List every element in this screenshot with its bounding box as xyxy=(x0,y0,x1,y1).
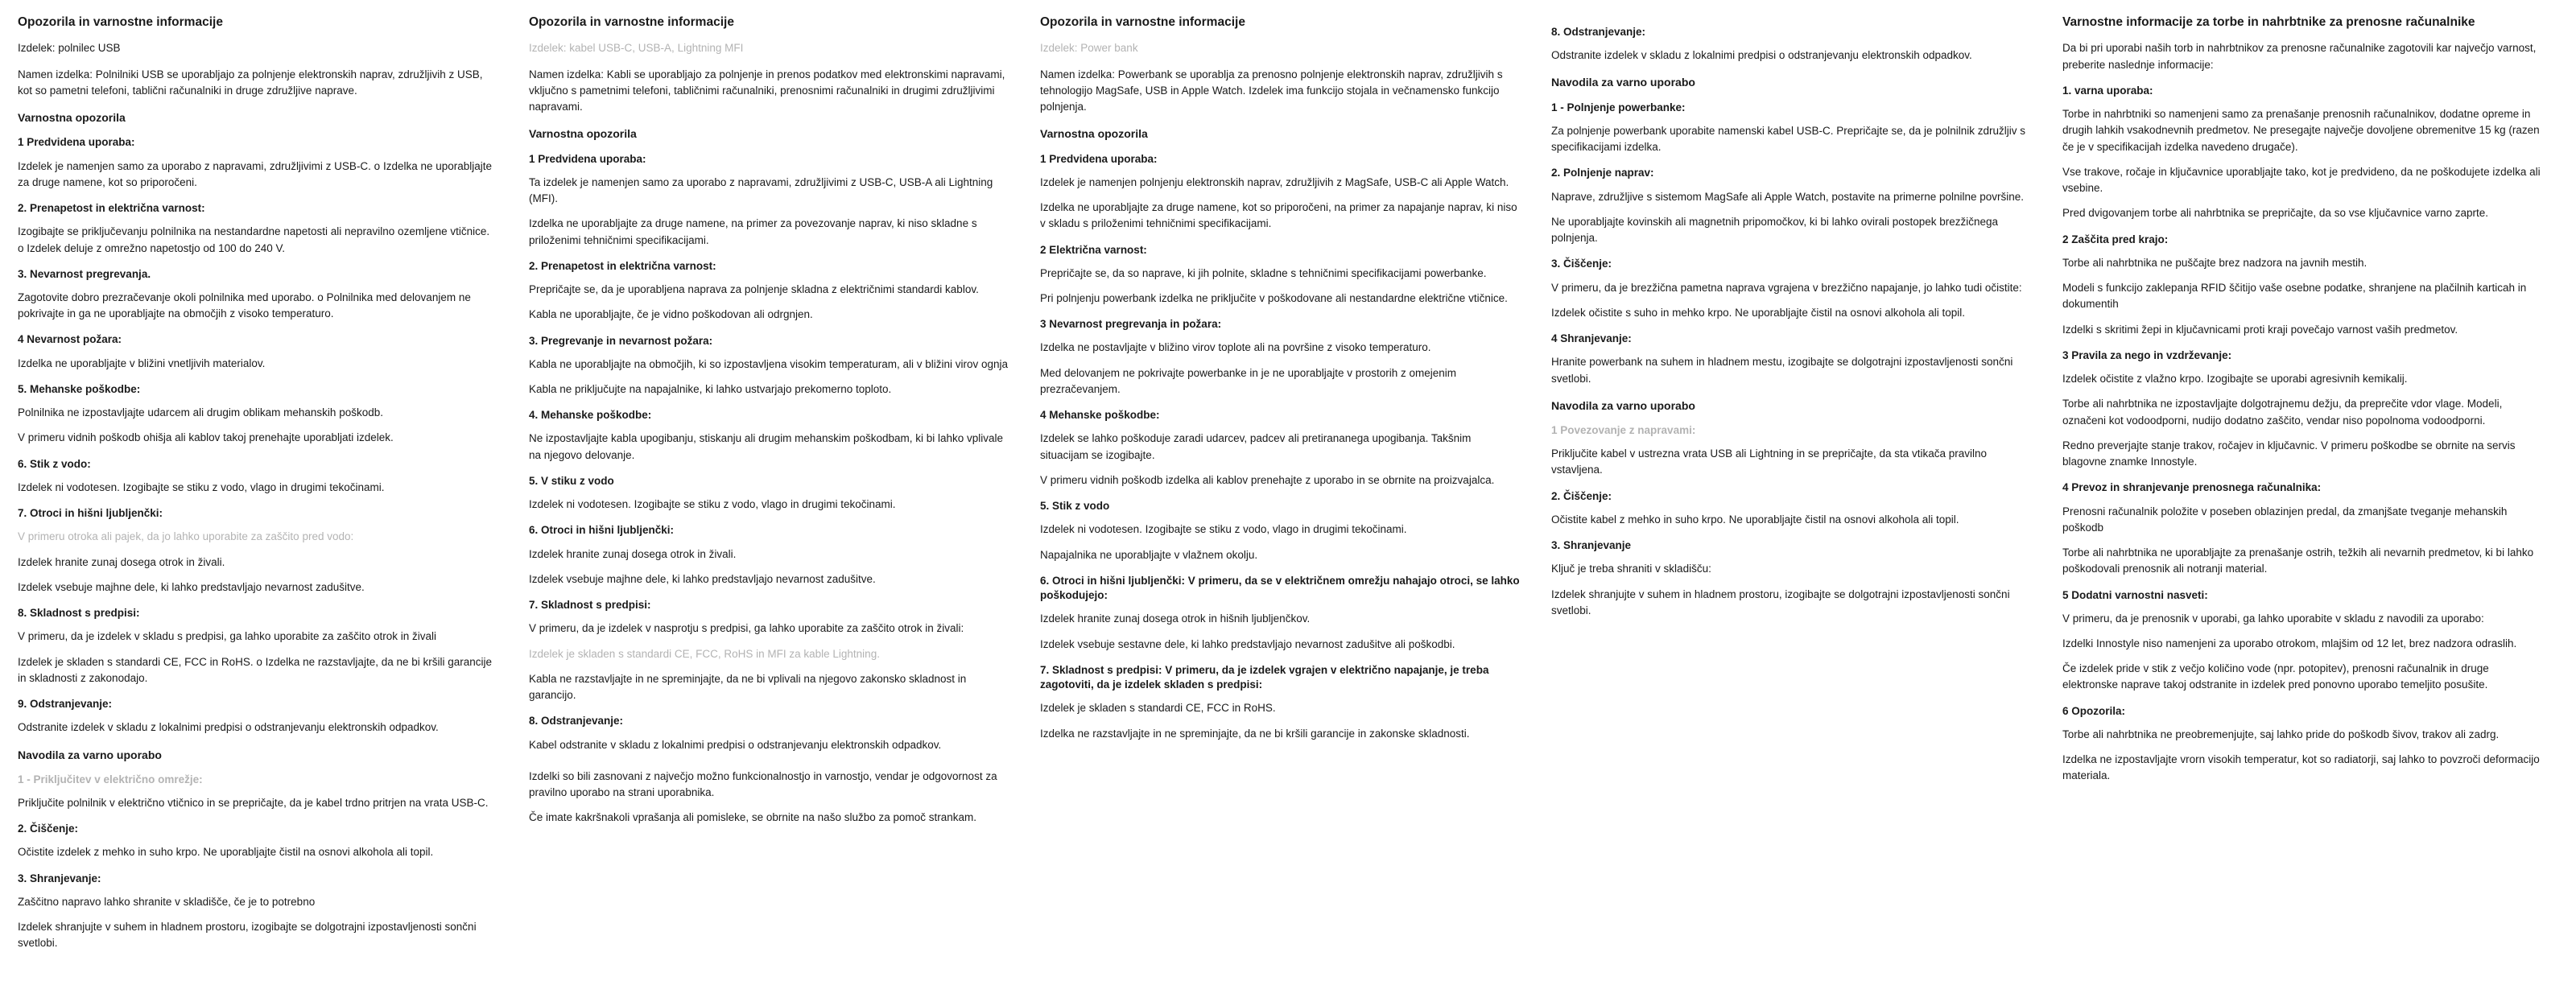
paragraph: Izdelki so bili zasnovani z največjo možno funkcionalnostjo in varnostjo, vendar je odgovornost za pravilno uporabo na strani uporabnika. xyxy=(529,769,997,799)
subsection-heading: 8. Skladnost s predpisi: xyxy=(18,607,140,620)
paragraph: Izdelek hranite zunaj dosega otrok in živali. xyxy=(18,555,225,568)
paragraph: Izdelek očistite s suho in mehko krpo. Ne uporabljajte čistil na osnovi alkohola ali topil. xyxy=(1551,306,1966,319)
paragraph: Izdelek shranjujte v suhem in hladnem prostoru, izogibajte se dolgotrajni izpostavljenosti sončni svetlobi. xyxy=(1551,588,2010,616)
paragraph: Priključite kabel v ustrezna vrata USB ali Lightning in se prepričajte, da sta vtikača pravilno vstavljena. xyxy=(1551,447,1988,476)
paragraph: Izdelki Innostyle niso namenjeni za uporabo otrokom, mlajšim od 12 let, brez nadzora odraslih. xyxy=(2062,637,2517,649)
subsection-heading: 2. Polnjenje naprav: xyxy=(1551,167,1654,179)
paragraph: Izogibajte se priključevanju polnilnika na nestandardne napetosti ali nepravilno ozemljene vtičnice. o Izdelek deluje z omrežno napetostjo od 100 do 240 V. xyxy=(18,225,490,254)
subsection-heading: 8. Odstranjevanje: xyxy=(1551,26,1646,38)
paragraph: Izdelek se lahko poškoduje zaradi udarcev, padcev ali pretirananega upogibanja. Takšnim situacijam se izogibajte. xyxy=(1040,432,1472,461)
paragraph: Izdelek je skladen s standardi CE, FCC, RoHS in MFI za kable Lightning. xyxy=(529,647,880,660)
paragraph: Namen izdelka: Powerbank se uporablja za prenosno polnjenje elektronskih naprav, združljivih s tehnologijo MagSafe, USB in Apple Watch. Izdelek ima funkcijo stojala in večnamensko funkcijo polnjenja. xyxy=(1040,68,1503,113)
paragraph: Prepričajte se, da so naprave, ki jih polnite, skladne s tehničnimi specifikacijami powerbanke. xyxy=(1040,266,1487,279)
paragraph: Odstranite izdelek v skladu z lokalnimi predpisi o odstranjevanju elektronskih odpadkov. xyxy=(18,721,439,734)
subsection-heading: 1 Povezovanje z napravami: xyxy=(1551,423,1696,436)
paragraph: Izdelek je skladen s standardi CE, FCC in RoHS. xyxy=(1040,702,1276,715)
paragraph: Izdelek ni vodotesen. Izogibajte se stiku z vodo, vlago in drugimi tekočinami. xyxy=(529,498,896,511)
paragraph: Očistite izdelek z mehko in suho krpo. Ne uporabljajte čistil na osnovi alkohola ali topil. xyxy=(18,846,434,859)
paragraph: Pri polnjenju powerbank izdelka ne priključite v poškodovane ali nestandardne električne vtičnice. xyxy=(1040,292,1508,304)
subsection-heading: 3 Pravila za nego in vzdrževanje: xyxy=(2062,348,2232,361)
document-title: Opozorila in varnostne informacije xyxy=(529,15,734,29)
paragraph: Torbe in nahrbtniki so namenjeni samo za prenašanje prenosnih računalnikov, dodatne opreme in drugih lahkih vsakodnevnih predmetov. Ne presegajte največje dovoljene obremenitve 15 kg (razen če je v specifikacijah izdelka navedeno drugače). xyxy=(2062,108,2540,153)
subsection-heading: 6. Otroci in hišni ljubljenčki: xyxy=(529,524,675,537)
paragraph: Redno preverjajte stanje trakov, ročajev in ključavnic. V primeru poškodbe se obrnite na servis blagovne znamke Innostyle. xyxy=(2062,439,2516,468)
document-column-5 xyxy=(2062,14,2549,998)
product-name: Izdelek: Power bank xyxy=(1040,42,1138,55)
paragraph: Izdelek shranjujte v suhem in hladnem prostoru, izogibajte se dolgotrajni izpostavljenosti sončni svetlobi. xyxy=(18,921,477,950)
paragraph: Za polnjenje powerbank uporabite namenski kabel USB-C. Prepričajte se, da je polnilnik združljiv s specifikacijami izdelka. xyxy=(1551,124,2026,154)
paragraph: Ključ je treba shraniti v skladišču: xyxy=(1551,563,1711,575)
paragraph: V primeru, da je prenosnik v uporabi, ga lahko uporabite v skladu z navodili za uporabo: xyxy=(2062,612,2484,625)
paragraph: Izdelek hranite zunaj dosega otrok in živali. xyxy=(529,547,737,560)
paragraph: Torbe ali nahrbtnika ne izpostavljajte dolgotrajnemu dežju, da preprečite vdor vlage. Modeli, označeni kot vodoodporni, nudijo dodatno zaščito, vendar niso popolnoma vodoodporni. xyxy=(2062,398,2503,427)
spacer xyxy=(529,762,1009,769)
paragraph: Izdelka ne postavljajte v bližino virov toplote ali na površine z visoko temperaturo. xyxy=(1040,341,1431,354)
paragraph: Zaščitno napravo lahko shranite v skladišče, če je to potrebno xyxy=(18,895,316,908)
paragraph: Modeli s funkcijo zaklepanja RFID ščitijo vaše osebne podatke, shranjene na plačilnih karticah in dokumentih xyxy=(2062,282,2527,311)
subsection-heading: 5. Stik z vodo xyxy=(1040,500,1110,513)
section-heading: Varnostna opozorila xyxy=(529,127,637,141)
subsection-heading: 2. Čiščenje: xyxy=(18,823,79,835)
subsection-heading: 2 Električna varnost: xyxy=(1040,243,1147,256)
subsection-heading: 8. Odstranjevanje: xyxy=(529,715,624,728)
section-heading: Varnostna opozorila xyxy=(18,111,126,125)
paragraph: V primeru, da je izdelek v skladu s predpisi, ga lahko uporabite za zaščito otrok in živali xyxy=(18,630,437,643)
section-heading: Varnostna opozorila xyxy=(1040,127,1148,141)
subsection-heading: 2. Prenapetost in električna varnost: xyxy=(529,259,716,272)
paragraph: Med delovanjem ne pokrivajte powerbanke in je ne uporabljajte v prostorih z omejenim prezračevanjem. xyxy=(1040,366,1457,395)
subsection-heading: 6. Otroci in hišni ljubljenčki: V primeru, da se v električnem omrežju nahajajo otroci, se lahko poškodujejo: xyxy=(1040,574,1520,602)
paragraph: Ta izdelek je namenjen samo za uporabo z napravami, združljivimi z USB-C, USB-A ali Lightning (MFI). xyxy=(529,175,993,205)
paragraph: Izdelek je namenjen polnjenju elektronskih naprav, združljivih z MagSafe, USB-C ali Apple Watch. xyxy=(1040,175,1509,188)
subsection-heading: 5 Dodatni varnostni nasveti: xyxy=(2062,588,2208,601)
document-column-2 xyxy=(529,14,1016,998)
paragraph: Izdelek ni vodotesen. Izogibajte se stiku z vodo, vlago in drugimi tekočinami. xyxy=(1040,523,1407,536)
subsection-heading: 3. Shranjevanje: xyxy=(18,872,101,884)
paragraph: Izdelki s skritimi žepi in ključavnicami proti kraji povečajo varnost vaših predmetov. xyxy=(2062,323,2458,336)
paragraph: Torbe ali nahrbtnika ne puščajte brez nadzora na javnih mestih. xyxy=(2062,256,2368,269)
paragraph: Vse trakove, ročaje in ključavnice uporabljajte tako, kot je predvideno, da ne poškodujete izdelka ali vsebine. xyxy=(2062,165,2541,195)
subsection-heading: 4 Nevarnost požara: xyxy=(18,333,122,346)
subsection-heading: 1 - Priključitev v električno omrežje: xyxy=(18,773,203,785)
paragraph: Izdelka ne uporabljajte za druge namene, na primer za povezovanje naprav, ki niso skladne s priloženimi tehničnimi specifikacijami. xyxy=(529,217,977,246)
subsection-heading: 1 Predvidena uporaba: xyxy=(529,152,646,165)
paragraph: Zagotovite dobro prezračevanje okoli polnilnika med uporabo. o Polnilnika med delovanjem ne pokrivajte in ga ne uporabljajte na območjih z visoko temperaturo. xyxy=(18,291,471,320)
paragraph: Izdelka ne uporabljajte v bližini vnetljivih materialov. xyxy=(18,357,266,369)
paragraph: Torbe ali nahrbtnika ne uporabljajte za prenašanje ostrih, težkih ali nevarnih predmetov, ki bi lahko poškodovali prenosnik ali notranji material. xyxy=(2062,546,2534,575)
paragraph: Če izdelek pride v stik z večjo količino vode (npr. potopitev), prenosni računalnik in druge elektronske naprave takoj odstranite in izdelek pred ponovno uporabo temeljito posušite. xyxy=(2062,662,2489,691)
paragraph: Polnilnika ne izpostavljajte udarcem ali drugim oblikam mehanskih poškodb. xyxy=(18,406,383,419)
paragraph: Hranite powerbank na suhem in hladnem mestu, izogibajte se dolgotrajni izpostavljenosti sončni svetlobi. xyxy=(1551,356,2013,385)
paragraph: Izdelek vsebuje sestavne dele, ki lahko predstavljajo nevarnost zadušitve ali poškodbi. xyxy=(1040,637,1455,650)
paragraph: Pred dvigovanjem torbe ali nahrbtnika se prepričajte, da so vse ključavnice varno zaprte. xyxy=(2062,207,2489,220)
section-heading: Navodila za varno uporabo xyxy=(18,748,162,761)
paragraph: Kabla ne uporabljajte, če je vidno poškodovan ali odrgnjen. xyxy=(529,308,813,321)
subsection-heading: 9. Odstranjevanje: xyxy=(18,698,113,711)
paragraph: Odstranite izdelek v skladu z lokalnimi predpisi o odstranjevanju elektronskih odpadkov. xyxy=(1551,49,1972,62)
document-title: Varnostne informacije za torbe in nahrbtnike za prenosne računalnike xyxy=(2062,15,2475,29)
paragraph: Izdelka ne izpostavljajte vrorn visokih temperatur, kot so radiatorji, saj lahko to povzroči deformacijo materiala. xyxy=(2062,753,2540,782)
subsection-heading: 1 - Polnjenje powerbanke: xyxy=(1551,101,1686,113)
subsection-heading: 7. Skladnost s predpisi: V primeru, da je izdelek vgrajen v električno napajanje, je treba zagotoviti, da je izdelek skladen s predpisi: xyxy=(1040,663,1489,691)
subsection-heading: 2 Zaščita pred krajo: xyxy=(2062,233,2169,245)
subsection-heading: 4 Mehanske poškodbe: xyxy=(1040,409,1160,422)
subsection-heading: 6. Stik z vodo: xyxy=(18,457,91,470)
paragraph: V primeru, da je brezžična pametna naprava vgrajena v brezžično napajanje, jo lahko tudi očistite: xyxy=(1551,281,2022,294)
subsection-heading: 1 Predvidena uporaba: xyxy=(1040,152,1158,165)
section-heading: Navodila za varno uporabo xyxy=(1551,76,1695,89)
subsection-heading: 1 Predvidena uporaba: xyxy=(18,136,135,149)
paragraph: Priključite polnilnik v električno vtičnico in se prepričajte, da je kabel trdno pritrjen na vrata USB-C. xyxy=(18,796,489,809)
subsection-heading: 3. Pregrevanje in nevarnost požara: xyxy=(529,334,713,347)
paragraph: Izdelek je skladen s standardi CE, FCC in RoHS. o Izdelka ne razstavljajte, da ne bi kršili garancije in skladnosti z zakonodajo. xyxy=(18,655,493,684)
paragraph: Naprave, združljive s sistemom MagSafe ali Apple Watch, postavite na primerne polnilne površine. xyxy=(1551,190,2025,203)
paragraph: Izdelek je namenjen samo za uporabo z napravami, združljivimi z USB-C. o Izdelka ne uporabljajte za druge namene, kot so priporočeni. xyxy=(18,159,493,188)
subsection-heading: 4. Mehanske poškodbe: xyxy=(529,409,652,422)
paragraph: Izdelka ne uporabljajte za druge namene, kot so priporočeni, na primer za napajanje naprav, ki niso v skladu s priloženimi tehničnimi specifikacijami. xyxy=(1040,201,1517,230)
subsection-heading: 7. Skladnost s predpisi: xyxy=(529,599,651,612)
paragraph: Prenosni računalnik položite v poseben oblazinjen predal, da zmanjšate tveganje mehanskih poškodb xyxy=(2062,505,2508,534)
document-title: Opozorila in varnostne informacije xyxy=(18,15,223,29)
paragraph: Torbe ali nahrbtnika ne preobremenjujte, saj lahko pride do poškodb šivov, trakov ali zadrg. xyxy=(2062,728,2500,740)
subsection-heading: 5. Mehanske poškodbe: xyxy=(18,382,141,395)
section-heading: Navodila za varno uporabo xyxy=(1551,398,1695,412)
paragraph: Izdelek vsebuje majhne dele, ki lahko predstavljajo nevarnost zadušitve. xyxy=(18,580,365,593)
paragraph: V primeru, da je izdelek v nasprotju s predpisi, ga lahko uporabite za zaščito otrok in živali: xyxy=(529,622,964,635)
document-column-3 xyxy=(1040,14,1527,998)
document-column-4 xyxy=(1551,14,2038,998)
paragraph: Ne uporabljajte kovinskih ali magnetnih pripomočkov, ki bi lahko ovirali postopek brezžičnega polnjenja. xyxy=(1551,215,1999,245)
paragraph: Izdelka ne razstavljajte in ne spreminjajte, da ne bi kršili garancije in zakonske skladnosti. xyxy=(1040,727,1470,740)
subsection-heading: 2. Čiščenje: xyxy=(1551,489,1612,502)
paragraph: Prepričajte se, da je uporabljena naprava za polnjenje skladna z električnimi standardi kablov. xyxy=(529,283,979,295)
paragraph: Očistite kabel z mehko in suho krpo. Ne uporabljajte čistil na osnovi alkohola ali topil. xyxy=(1551,513,1959,526)
subsection-heading: 3. Nevarnost pregrevanja. xyxy=(18,267,151,280)
paragraph: Namen izdelka: Polnilniki USB se uporabljajo za polnjenje elektronskih naprav, združljivih z USB, kot so pametni telefoni, tablični računalniki in druge združljive naprave. xyxy=(18,68,483,97)
paragraph: Namen izdelka: Kabli se uporabljajo za polnjenje in prenos podatkov med elektronskimi napravami, vključno s pametnimi telefoni, tabličnimi računalniki, prenosnimi računalniki in drugimi združljivimi napravami. xyxy=(529,68,1005,113)
paragraph: Izdelek očistite z vlažno krpo. Izogibajte se uporabi agresivnih kemikalij. xyxy=(2062,373,2408,385)
paragraph: Kabla ne priključujte na napajalnike, ki lahko ustvarjajo prekomerno toploto. xyxy=(529,382,892,395)
paragraph: Kabel odstranite v skladu z lokalnimi predpisi o odstranjevanju elektronskih odpadkov. xyxy=(529,738,942,751)
subsection-heading: 1. varna uporaba: xyxy=(2062,84,2153,97)
subsection-heading: 6 Opozorila: xyxy=(2062,704,2126,717)
product-name: Izdelek: polnilec USB xyxy=(18,42,121,55)
subsection-heading: 4 Prevoz in shranjevanje prenosnega računalnika: xyxy=(2062,481,2322,494)
document-column-1 xyxy=(18,14,505,998)
paragraph: V primeru vidnih poškodb ohišja ali kablov takoj prenehajte uporabljati izdelek. xyxy=(18,431,394,444)
paragraph: Napajalnika ne uporabljajte v vlažnem okolju. xyxy=(1040,548,1258,561)
paragraph: Kabla ne razstavljajte in ne spreminjajte, da ne bi vplivali na njegovo zakonsko skladnost in garancijo. xyxy=(529,672,967,702)
paragraph: Izdelek ni vodotesen. Izogibajte se stiku z vodo, vlago in drugimi tekočinami. xyxy=(18,480,385,493)
product-name: Izdelek: kabel USB-C, USB-A, Lightning MFI xyxy=(529,42,744,55)
paragraph: V primeru otroka ali pajek, da jo lahko uporabite za zaščito pred vodo: xyxy=(18,530,354,543)
subsection-heading: 3. Shranjevanje xyxy=(1551,539,1632,552)
paragraph: Če imate kakršnakoli vprašanja ali pomisleke, se obrnite na našo službo za pomoč strankam. xyxy=(529,811,977,824)
subsection-heading: 4 Shranjevanje: xyxy=(1551,332,1632,345)
paragraph: Izdelek hranite zunaj dosega otrok in hišnih ljubljenčkov. xyxy=(1040,612,1311,625)
subsection-heading: 7. Otroci in hišni ljubljenčki: xyxy=(18,507,163,520)
subsection-heading: 2. Prenapetost in električna varnost: xyxy=(18,202,205,215)
subsection-heading: 3. Čiščenje: xyxy=(1551,258,1612,270)
subsection-heading: 3 Nevarnost pregrevanja in požara: xyxy=(1040,318,1222,331)
document-title: Opozorila in varnostne informacije xyxy=(1040,15,1245,29)
paragraph: Kabla ne uporabljajte na območjih, ki so izpostavljena visokim temperaturam, ali v bližini virov ognja xyxy=(529,357,1009,370)
paragraph: Da bi pri uporabi naših torb in nahrbtnikov za prenosne računalnike zagotovili kar največjo varnost, preberite naslednje informacije: xyxy=(2062,42,2537,71)
paragraph: Izdelek vsebuje majhne dele, ki lahko predstavljajo nevarnost zadušitve. xyxy=(529,572,876,585)
paragraph: V primeru vidnih poškodb izdelka ali kablov prenehajte z uporabo in se obrnite na proizvajalca. xyxy=(1040,473,1495,486)
subsection-heading: 5. V stiku z vodo xyxy=(529,474,614,487)
paragraph: Ne izpostavljajte kabla upogibanju, stiskanju ali drugim mehanskim poškodbam, ki bi lahko vplivale na njegovo delovanje. xyxy=(529,432,1004,461)
